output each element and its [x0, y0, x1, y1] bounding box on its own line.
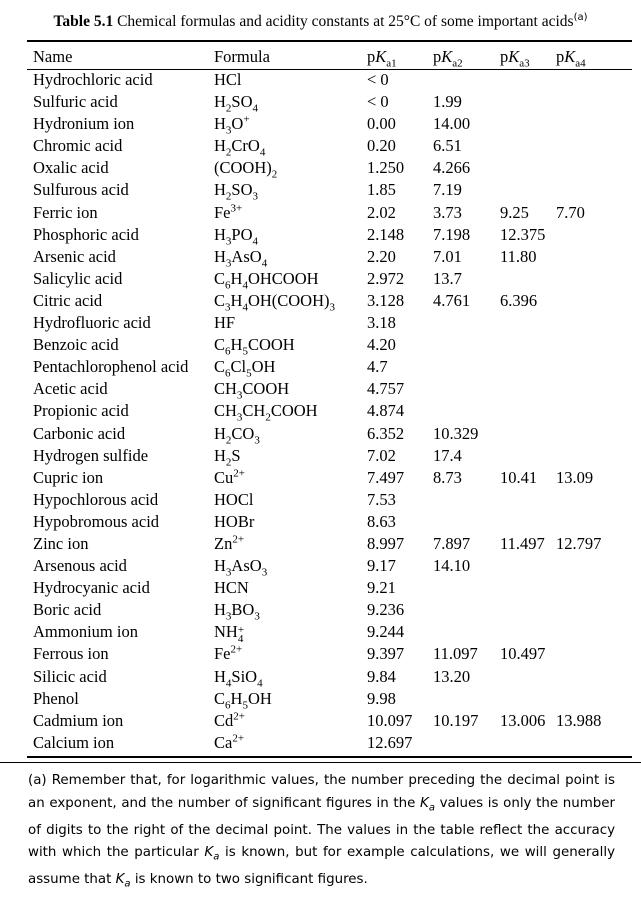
- acid-formula: $H_3PO_4$: [214, 224, 259, 247]
- pka1-value: 10.097: [367, 710, 413, 730]
- pka1-value: 2.20: [367, 246, 396, 266]
- acid-name: Sulfuric acid: [33, 92, 118, 112]
- acid-formula: HOBr: [214, 511, 255, 531]
- table-row: [33, 445, 633, 467]
- pka-letter: K: [508, 47, 520, 66]
- acid-name: Phenol: [33, 688, 79, 708]
- acid-name: Propionic acid: [33, 401, 129, 421]
- pka2-value: 4.266: [433, 158, 471, 178]
- acid-name: Ferrous ion: [33, 644, 109, 664]
- acid-formula: HOCl: [214, 489, 254, 509]
- pka2-value: 14.10: [433, 556, 471, 576]
- pka1-value: 2.148: [367, 224, 405, 244]
- acid-name: Sulfurous acid: [33, 180, 129, 200]
- pka1-value: 9.17: [367, 556, 396, 576]
- acid-name: Hypobromous acid: [33, 511, 160, 531]
- acid-name: Phosphoric acid: [33, 224, 139, 244]
- pka3-value: 10.497: [500, 644, 546, 664]
- pka1-value: < 0: [367, 70, 389, 89]
- pka3-value: 13.006: [500, 710, 546, 730]
- acid-formula: $CH_3COOH$: [214, 379, 290, 402]
- acid-formula: $C_6H_5COOH$: [214, 335, 295, 358]
- table-row: [33, 202, 633, 224]
- pka1-value: 4.874: [367, 401, 405, 421]
- pka1-value: < 0: [367, 92, 389, 112]
- table-top-rule: [27, 40, 632, 42]
- table-row: [33, 732, 633, 754]
- pka1-value: 7.53: [367, 489, 396, 509]
- table-row: [33, 555, 633, 577]
- acid-formula: $H_2S$: [214, 445, 241, 468]
- pka1-value: 4.7: [367, 357, 388, 377]
- table-row: [33, 577, 633, 599]
- pka1-value: 7.02: [367, 445, 396, 465]
- pka1-value: 7.497: [367, 467, 405, 487]
- table-row: [33, 511, 633, 533]
- table-row: [33, 91, 633, 113]
- acid-name: Hydrocyanic acid: [33, 578, 150, 598]
- pka1-value: 0.20: [367, 136, 396, 156]
- acid-name: Cadmium ion: [33, 710, 124, 730]
- pka2-value: 14.00: [433, 114, 471, 134]
- header-pka1: $pK_{a1}$: [367, 47, 397, 70]
- pka2-value: 17.4: [433, 445, 462, 465]
- acid-formula: HCl: [214, 70, 242, 89]
- acid-formula: HCN: [214, 578, 249, 598]
- pka4-value: 13.09: [556, 467, 594, 487]
- pka4-sub: a4: [575, 57, 586, 70]
- pka4-value: 7.70: [556, 202, 585, 222]
- acid-name: Hydrofluoric acid: [33, 313, 151, 333]
- table-caption-note-marker: (a): [573, 12, 588, 23]
- acid-name: Arsenous acid: [33, 556, 127, 576]
- pka2-value: 10.197: [433, 710, 479, 730]
- pka1-value: 12.697: [367, 732, 413, 752]
- table-body: [33, 69, 633, 754]
- table-row: [33, 334, 633, 356]
- acid-name: Citric acid: [33, 290, 103, 310]
- pka2-value: 11.097: [433, 644, 478, 664]
- table-row: [33, 69, 633, 91]
- pka2-value: 8.73: [433, 467, 462, 487]
- pka3-value: 11.80: [500, 246, 537, 266]
- table-row: [33, 268, 633, 290]
- table-row: [33, 157, 633, 179]
- pka1-value: 9.84: [367, 666, 396, 686]
- pka1-value: 4.757: [367, 379, 405, 399]
- pka2-value: 13.7: [433, 268, 462, 288]
- acid-formula: $(COOH)_2$: [214, 158, 278, 181]
- table-row: [33, 423, 633, 445]
- pka4-value: 12.797: [556, 533, 602, 553]
- footnote-marker: (a): [28, 773, 47, 788]
- acid-formula: $H_3O^+$: [214, 113, 250, 137]
- table-row: [33, 621, 633, 643]
- pka1-value: 9.98: [367, 688, 396, 708]
- pka1-value: 8.63: [367, 511, 396, 531]
- acid-name: Hydrogen sulfide: [33, 445, 149, 465]
- acid-name: Silicic acid: [33, 666, 107, 686]
- table-caption: [0, 8, 641, 32]
- header-formula: Formula: [214, 47, 270, 66]
- table-row: [33, 643, 633, 665]
- acid-formula: $H_4SiO_4$: [214, 666, 263, 689]
- table-row: [33, 290, 633, 312]
- pka1-value: 9.397: [367, 644, 405, 664]
- ka-symbol: $K_a$: [204, 845, 220, 863]
- table-row: [33, 135, 633, 157]
- pka1-value: 1.250: [367, 158, 405, 178]
- pka3-value: 9.25: [500, 202, 529, 222]
- acid-formula: $C_6H_5OH$: [214, 688, 272, 711]
- acid-formula: HF: [214, 313, 236, 333]
- acid-formula: $CH_3CH_2COOH$: [214, 401, 318, 424]
- pka1-sub: a1: [386, 57, 397, 70]
- pka1-value: 1.85: [367, 180, 396, 200]
- pka3-value: 12.375: [500, 224, 546, 244]
- ka-symbol: $K_a$: [420, 795, 435, 814]
- table-row: [33, 400, 633, 422]
- acid-name: Benzoic acid: [33, 335, 119, 355]
- header-pka2: $pK_{a2}$: [433, 47, 463, 70]
- pka2-value: 7.01: [433, 246, 462, 266]
- table-row: [33, 378, 633, 400]
- acid-formula: $Cu^{2+}$: [214, 467, 245, 487]
- header-name: Name: [33, 47, 73, 66]
- table-row: [33, 666, 633, 688]
- pka-letter: K: [441, 47, 453, 66]
- pka1-value: 2.972: [367, 268, 405, 288]
- pka2-value: 7.198: [433, 224, 471, 244]
- acid-name: Ammonium ion: [33, 622, 138, 642]
- table-bottom-rule: [27, 756, 632, 758]
- table-row: [33, 356, 633, 378]
- table-row: [33, 246, 633, 268]
- pka1-value: 2.02: [367, 202, 396, 222]
- acid-name: Arsenic acid: [33, 246, 116, 266]
- table-label: Table 5.1: [53, 13, 114, 31]
- table-footnote: (a) Remember that, for logarithmic values, the number preceding the decimal point is an exponent, and the number of significant figures in the $K_a$ values is only the number of digits to the right of the decimal point. The values in the table reflect the accuracy with which the particular $K_a$ is known, but for example calculations, we will generally assume that $K_a$ is known to two significant figures.: [28, 773, 616, 891]
- acid-name: Hypochlorous acid: [33, 489, 159, 509]
- pka3-sub: a3: [519, 57, 530, 70]
- pka1-value: 3.18: [367, 313, 396, 333]
- pka2-value: 13.20: [433, 666, 471, 686]
- acid-formula: NH + 4: [214, 622, 245, 645]
- acid-name: Salicylic acid: [33, 268, 123, 288]
- table-header-row: [33, 46, 633, 69]
- pka3-value: 6.396: [500, 290, 538, 310]
- acid-formula: $Ca^{2+}$: [214, 732, 245, 752]
- table-row: [33, 467, 633, 489]
- table-row: [33, 489, 633, 511]
- acid-name: Hydronium ion: [33, 114, 135, 134]
- pka1-value: 3.128: [367, 290, 405, 310]
- table-row: [33, 312, 633, 334]
- table-row: [33, 688, 633, 710]
- acid-table: [33, 46, 633, 754]
- pka2-value: 3.73: [433, 202, 462, 222]
- pka3-value: 10.41: [500, 467, 538, 487]
- pka1-value: 8.997: [367, 533, 405, 553]
- acid-formula: $C_6H_4OHCOOH$: [214, 268, 319, 292]
- acid-formula: $H_3BO_3$: [214, 600, 260, 623]
- pka-letter: K: [375, 47, 387, 66]
- pka2-value: 6.51: [433, 136, 462, 156]
- pka2-value: 10.329: [433, 423, 479, 443]
- ka-symbol: $K_a$: [115, 872, 131, 891]
- acid-formula: $H_3AsO_4$: [214, 246, 268, 270]
- pka2-value: 7.19: [433, 180, 462, 200]
- acid-name: Pentachlorophenol acid: [33, 357, 189, 377]
- table-row: [33, 710, 633, 732]
- acid-formula: $H_2CO_3$: [214, 423, 260, 446]
- acid-formula: $C_3H_4OH(COOH)_3$: [214, 290, 336, 314]
- acid-name: Ferric ion: [33, 202, 98, 222]
- table-caption-text: Chemical formulas and acidity constants at 25°C of some important acids: [117, 13, 574, 31]
- acid-formula: $H_2SO_3$: [214, 180, 259, 203]
- pka1-value: 9.244: [367, 622, 405, 642]
- table-row: [33, 224, 633, 246]
- acid-name: Cupric ion: [33, 467, 104, 487]
- pka2-value: 1.99: [433, 92, 462, 112]
- table-row: [33, 113, 633, 135]
- pka2-value: 7.897: [433, 533, 471, 553]
- acid-formula: $Cd^{2+}$: [214, 710, 245, 730]
- table-row: [33, 179, 633, 201]
- acid-formula: $Fe^{3+}$: [214, 202, 243, 222]
- header-pka3: $pK_{a3}$: [500, 47, 530, 70]
- pka2-value: 4.761: [433, 290, 471, 310]
- acid-name: Hydrochloric acid: [33, 70, 153, 89]
- footnote-rule: [0, 762, 641, 763]
- pka1-value: 4.20: [367, 335, 396, 355]
- header-pka4: $pK_{a4}$: [556, 47, 586, 70]
- pka1-value: 9.21: [367, 578, 396, 598]
- acid-name: Acetic acid: [33, 379, 108, 399]
- acid-name: Calcium ion: [33, 732, 115, 752]
- acid-formula: $H_2SO_4$: [214, 92, 259, 115]
- pka2-sub: a2: [452, 57, 463, 70]
- pka-letter: K: [564, 47, 576, 66]
- pka3-value: 11.497: [500, 533, 545, 553]
- pka1-value: 9.236: [367, 600, 405, 620]
- acid-name: Oxalic acid: [33, 158, 109, 178]
- acid-name: Chromic acid: [33, 136, 123, 156]
- acid-formula: $Zn^{2+}$: [214, 533, 245, 553]
- acid-formula: $C_6Cl_5OH$: [214, 357, 276, 380]
- table-row: [33, 599, 633, 621]
- acid-name: Boric acid: [33, 600, 102, 620]
- pka1-value: 6.352: [367, 423, 405, 443]
- pka4-value: 13.988: [556, 710, 602, 730]
- table-row: [33, 533, 633, 555]
- acid-name: Carbonic acid: [33, 423, 126, 443]
- pka1-value: 0.00: [367, 114, 396, 134]
- acid-formula: $Fe^{2+}$: [214, 643, 243, 664]
- acid-name: Zinc ion: [33, 533, 89, 553]
- acid-formula: $H_2CrO_4$: [214, 136, 266, 159]
- acid-formula: $H_3AsO_3$: [214, 556, 268, 579]
